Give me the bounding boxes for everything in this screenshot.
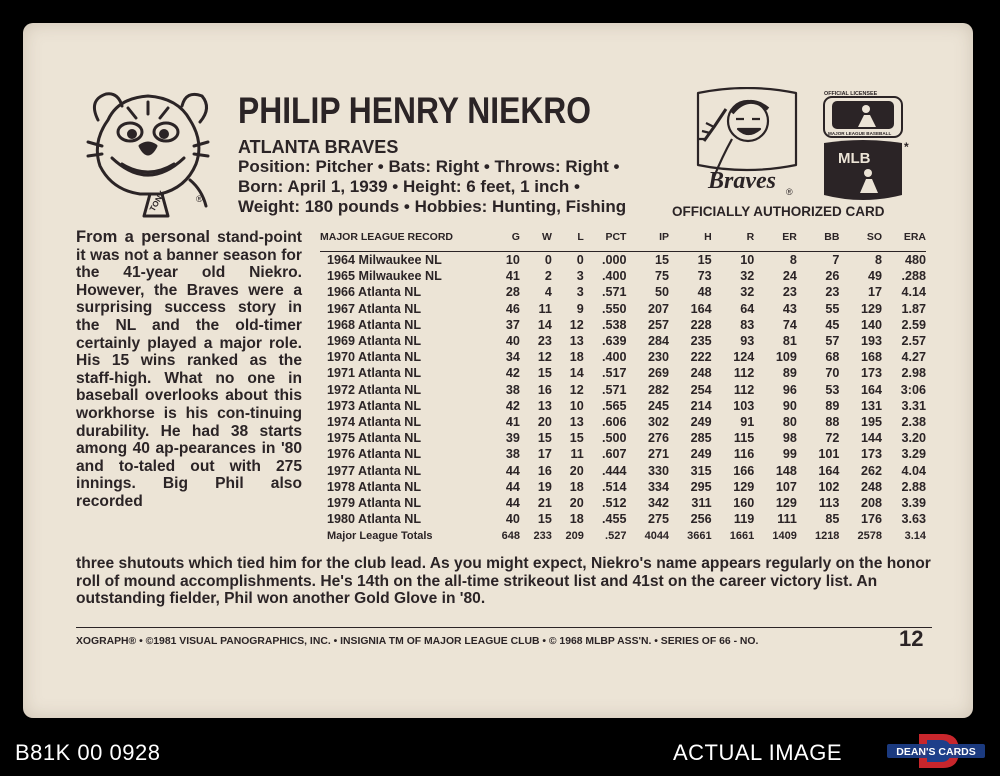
stat-cell: 101 [818,447,840,462]
stat-cell: 112 [733,382,755,397]
stat-cell: 173 [861,447,883,462]
stat-cell: .444 [601,463,627,478]
stats-row [320,252,926,269]
total-cell: 648 [501,529,520,542]
blurb-body: stand-point it was not a banner season for the 41-year old Niekro. However, the Braves were a surprising success story in the NL and the old-timer certainly played a major role. His 15 wins ranked as the staff-high. What no one in baseball overlooks about this workhorse is his con-tinuing durability. He had 38 starts among 40 ap-pearances in '80 and to-taled out with 275 innings. Big Phil also recorded [76,229,303,510]
stat-cell: 164 [861,382,883,397]
stat-cell: 55 [825,301,840,316]
header-so: SO [839,230,882,252]
stat-cell: 99 [782,447,797,462]
season-label: 1980 Atlanta NL [327,512,422,527]
stat-cell: .500 [601,431,627,446]
stats-row [320,414,926,430]
stat-cell: 116 [733,447,755,462]
stat-cell: 7 [832,253,840,267]
header-r: R [712,230,755,252]
stat-cell: .400 [601,269,627,284]
stat-cell: 235 [690,334,712,349]
stat-cell: 12 [537,350,552,365]
season-label: 1975 Atlanta NL [327,431,422,446]
stat-cell: 2.38 [901,415,926,430]
stat-cell: 10 [740,253,755,267]
stat-cell: 37 [505,317,520,332]
stat-cell: 93 [740,334,755,349]
stat-cell: 40 [505,334,520,349]
stat-cell: 3.39 [901,496,926,511]
stat-cell: 13 [569,415,584,430]
stat-cell: 8 [875,253,883,267]
stats-row [320,398,926,414]
stat-cell: 480 [904,253,926,267]
stat-cell: 269 [648,366,670,381]
stat-cell: 284 [648,334,670,349]
stat-cell: 18 [569,350,584,365]
stats-row [320,495,926,511]
stat-cell: 248 [690,366,712,381]
season-label: 1966 Atlanta NL [327,285,422,300]
stat-cell: 13 [537,398,552,413]
stat-cell: 20 [537,415,552,430]
stat-cell: 89 [782,366,797,381]
stat-cell: .639 [601,334,627,349]
stats-row [320,284,926,300]
stat-cell: 1.87 [901,301,926,316]
header-g: G [488,230,520,252]
total-cell: 209 [565,529,584,542]
stat-cell: 144 [861,431,883,446]
actual-image-label: ACTUAL IMAGE [673,740,842,765]
stat-cell: 102 [818,479,840,494]
stat-cell: 254 [690,382,712,397]
stat-cell: 17 [537,447,552,462]
stat-cell: 214 [690,398,712,413]
stat-cell: 20 [569,496,584,511]
stat-cell: 334 [648,479,670,494]
stat-cell: 193 [861,334,883,349]
stat-cell: 41 [505,415,520,430]
total-cell: 1218 [814,529,840,542]
stat-cell: 115 [733,431,755,446]
header-pct: PCT [584,230,627,252]
stat-cell: 24 [782,269,797,284]
stat-cell: .000 [601,253,627,267]
svg-text:®: ® [786,187,793,197]
stat-cell: 109 [775,350,797,365]
stat-cell: 131 [861,398,883,413]
blurb-lead: From a personal [76,228,210,246]
stat-cell: 271 [648,447,670,462]
stat-cell: 148 [775,463,797,478]
header-h: H [669,230,712,252]
header-era: ERA [882,230,926,252]
stat-cell: 38 [505,447,520,462]
header-bb: BB [797,230,840,252]
stat-cell: 311 [691,496,712,511]
stat-cell: 2.57 [901,334,926,349]
season-label: 1970 Atlanta NL [327,350,422,365]
stat-cell: 275 [648,512,670,527]
stat-cell: 20 [569,463,584,478]
stats-row [320,333,926,349]
stat-cell: 50 [655,285,670,300]
stat-cell: 112 [733,366,755,381]
season-label: 1974 Atlanta NL [327,415,422,430]
season-label: 1972 Atlanta NL [327,382,422,397]
stat-cell: 18 [569,479,584,494]
stat-cell: 176 [861,512,883,527]
stat-cell: 160 [733,496,755,511]
stat-cell: .571 [601,285,627,300]
stat-cell: 208 [861,496,883,511]
stat-cell: 14 [569,366,584,381]
stats-row [320,268,926,284]
stats-header-row [320,230,926,252]
stat-cell: 39 [505,431,520,446]
stat-cell: 23 [537,334,552,349]
header-l: L [552,230,584,252]
stat-cell: 68 [825,350,840,365]
header-w: W [520,230,552,252]
season-label: 1979 Atlanta NL [327,496,422,511]
stat-cell: 12 [569,317,584,332]
season-label: 1976 Atlanta NL [327,447,422,462]
stat-cell: 168 [861,350,883,365]
stat-cell: 285 [690,431,712,446]
stat-cell: 249 [690,415,712,430]
stat-cell: 96 [782,382,797,397]
stat-cell: 53 [825,382,840,397]
stat-cell: 3 [576,269,584,284]
stats-totals-row [320,527,926,544]
stat-cell: 98 [782,431,797,446]
stat-cell: 23 [825,285,840,300]
stat-cell: 166 [733,463,755,478]
stat-cell: 3.20 [901,431,926,446]
stats-row [320,365,926,381]
stat-cell: 4.14 [901,285,926,300]
stat-cell: 17 [868,285,883,300]
stat-cell: 15 [655,253,670,267]
stat-cell: 80 [782,415,797,430]
season-label: 1967 Atlanta NL [327,301,422,316]
player-team: ATLANTA BRAVES [238,137,399,157]
stat-cell: 248 [861,479,883,494]
stat-cell: 38 [505,382,520,397]
total-cell: 3661 [687,529,712,542]
stat-cell: .288 [901,269,926,284]
stats-row [320,463,926,479]
season-label: 1965 Milwaukee NL [327,269,442,284]
stat-cell: 342 [648,496,670,511]
stat-cell: 111 [777,512,797,527]
stat-cell: 207 [648,301,670,316]
tony-label: TONY [147,189,167,213]
season-label: 1969 Atlanta NL [327,334,422,349]
tony-tiger-mascot-icon [78,80,218,220]
stat-cell: 72 [825,431,840,446]
stat-cell: 19 [537,479,552,494]
season-label: 1978 Atlanta NL [327,479,422,494]
stat-cell: 302 [648,415,670,430]
inventory-code: B81K 00 0928 [15,740,161,765]
season-label: 1964 Milwaukee NL [327,253,442,267]
stat-cell: 276 [648,431,670,446]
stats-row [320,430,926,446]
stats-body [320,252,926,545]
stat-cell: 330 [648,463,670,478]
season-label: 1971 Atlanta NL [327,366,422,381]
stat-cell: 222 [690,350,712,365]
career-blurb [76,229,302,511]
stat-cell: .400 [601,350,627,365]
svg-text:®: ® [196,194,203,204]
stat-cell: 40 [505,512,520,527]
stat-cell: 34 [505,350,520,365]
stat-cell: 48 [697,285,712,300]
stat-cell: 75 [655,269,670,284]
stat-cell: 15 [569,431,584,446]
stat-cell: 49 [868,269,883,284]
stat-cell: 73 [697,269,712,284]
stat-cell: 4 [544,285,552,300]
stat-cell: 107 [775,479,797,494]
stat-cell: 57 [825,334,840,349]
stat-cell: 195 [861,415,883,430]
stat-cell: 46 [505,301,520,316]
totals-label: Major League Totals [327,529,433,542]
stat-cell: 4.04 [901,463,926,478]
svg-text:OFFICIAL LICENSEE: OFFICIAL LICENSEE [824,91,878,97]
stat-cell: 295 [690,479,712,494]
stat-cell: 256 [690,512,712,527]
stat-cell: 3.63 [901,512,926,527]
stat-cell: 249 [690,447,712,462]
stat-cell: 129 [861,301,883,316]
stat-cell: 15 [697,253,712,267]
bio-line: Born: April 1, 1939 • Height: 6 feet, 1 inch • [238,177,580,196]
stat-cell: 282 [648,382,670,397]
stat-cell: 0 [544,253,552,267]
stat-cell: 8 [789,253,797,267]
stat-cell: 2 [544,269,552,284]
stat-cell: 42 [505,398,520,413]
stat-cell: 81 [782,334,797,349]
bio-line: Weight: 180 pounds • Hobbies: Hunting, Fishing [238,197,627,216]
deans-cards-logo-icon [885,732,987,770]
stat-cell: 228 [690,317,712,332]
stat-cell: 32 [740,285,755,300]
stat-cell: 85 [825,512,840,527]
stat-cell: .607 [601,447,627,462]
total-cell: 4044 [644,529,670,542]
stat-cell: 164 [690,301,712,316]
stat-cell: 44 [505,463,520,478]
stat-cell: 89 [825,398,840,413]
player-name: PHILIP HENRY NIEKRO [238,90,592,131]
stat-cell: 10 [505,253,520,267]
career-blurb-continued: three shutouts which tied him for the club lead. As you might expect, Niekro's name appears regularly on the honor roll of mound accomplishments. He's 14th on the all-time strikeout list and 41st on the career victory list. An outstanding fielder, Phil won another Gold Glove in '80. [76,555,931,608]
stat-cell: .550 [601,301,627,316]
stat-cell: 119 [733,512,755,527]
season-label: 1977 Atlanta NL [327,463,422,478]
stat-cell: 88 [825,415,840,430]
stat-cell: 90 [782,398,797,413]
stat-cell: 129 [733,479,755,494]
player-bio [238,157,626,217]
stat-cell: .455 [601,512,627,527]
header-er: ER [754,230,797,252]
stat-cell: 43 [782,301,797,316]
deans-cards-text: DEAN'S CARDS [896,746,976,758]
season-label: 1968 Atlanta NL [327,317,422,332]
stat-cell: 83 [740,317,755,332]
total-cell: 1409 [772,529,797,542]
stats-row [320,317,926,333]
season-label: 1973 Atlanta NL [327,398,422,413]
stat-cell: 12 [569,382,584,397]
stat-cell: 13 [569,334,584,349]
stat-cell: 21 [537,496,552,511]
stat-cell: 41 [505,269,520,284]
stat-cell: 70 [825,366,840,381]
stat-cell: 16 [537,382,552,397]
stats-row [320,446,926,462]
stat-cell: 3.31 [901,398,926,413]
total-cell: 233 [533,529,552,542]
stat-cell: 113 [819,496,840,511]
stat-cell: 245 [648,398,670,413]
stat-cell: 3 [576,285,584,300]
stat-cell: 262 [861,463,883,478]
stat-cell: 257 [648,317,670,332]
stat-cell: 10 [569,398,584,413]
braves-logo-icon [692,87,802,202]
braves-logo-text: Braves [708,168,776,194]
stat-cell: 2.88 [901,479,926,494]
copyright-footer: XOGRAPH® • ©1981 VISUAL PANOGRAPHICS, INC. • INSIGNIA TM OF MAJOR LEAGUE CLUB • © 1968 MLBP ASS'N. • SERIES OF 66 - NO. [76,636,759,647]
stats-row [320,349,926,365]
stat-cell: 23 [782,285,797,300]
stat-cell: 140 [861,317,883,332]
stat-cell: 42 [505,366,520,381]
stat-cell: .512 [601,496,627,511]
stat-cell: .538 [601,317,627,332]
stats-table [320,230,926,544]
stat-cell: 3:06 [900,382,926,397]
mlb-logo-icon [820,87,912,207]
mlb-logo-text: MLB [838,150,871,167]
bio-line: Position: Pitcher • Bats: Right • Throws: Right • [238,157,620,176]
stat-cell: 0 [576,253,584,267]
header-record: MAJOR LEAGUE RECORD [320,230,488,252]
stat-cell: 11 [570,447,584,462]
stat-cell: 44 [505,496,520,511]
svg-text:*: * [904,140,909,154]
stat-cell: 124 [733,350,755,365]
stat-cell: 9 [576,301,584,316]
stats-row [320,382,926,398]
stat-cell: 129 [775,496,797,511]
total-cell: .527 [605,529,627,542]
svg-text:MAJOR LEAGUE BASEBALL: MAJOR LEAGUE BASEBALL [828,131,892,136]
total-cell: 2578 [857,529,883,542]
stat-cell: 18 [569,512,584,527]
stat-cell: 15 [537,431,552,446]
stat-cell: 173 [861,366,883,381]
header-ip: IP [626,230,669,252]
stat-cell: 4.27 [901,350,926,365]
stat-cell: 15 [537,366,552,381]
stat-cell: .517 [601,366,627,381]
stat-cell: 230 [648,350,670,365]
stat-cell: 26 [825,269,840,284]
total-cell: 3.14 [904,529,926,542]
stat-cell: 315 [690,463,712,478]
stats-row [320,511,926,527]
stat-cell: 3.29 [901,447,926,462]
stats-row [320,301,926,317]
footer-divider [76,627,932,628]
stats-row [320,479,926,495]
stat-cell: .565 [601,398,627,413]
stat-cell: 91 [740,415,755,430]
stat-cell: 45 [825,317,840,332]
stat-cell: 32 [740,269,755,284]
stat-cell: 44 [505,479,520,494]
stat-cell: 15 [537,512,552,527]
card-number: 12 [899,626,924,651]
stat-cell: .514 [601,479,627,494]
stat-cell: 164 [818,463,840,478]
stat-cell: 11 [538,301,552,316]
total-cell: 1661 [729,529,755,542]
stat-cell: 28 [505,285,520,300]
stat-cell: 64 [740,301,755,316]
officially-authorized-label: OFFICIALLY AUTHORIZED CARD [672,204,885,219]
stat-cell: 16 [537,463,552,478]
stat-cell: 103 [733,398,755,413]
stat-cell: 2.98 [901,366,926,381]
stat-cell: 14 [537,317,552,332]
stat-cell: .606 [601,415,627,430]
stat-cell: 74 [782,317,797,332]
stat-cell: .571 [601,382,627,397]
stat-cell: 2.59 [901,317,926,332]
